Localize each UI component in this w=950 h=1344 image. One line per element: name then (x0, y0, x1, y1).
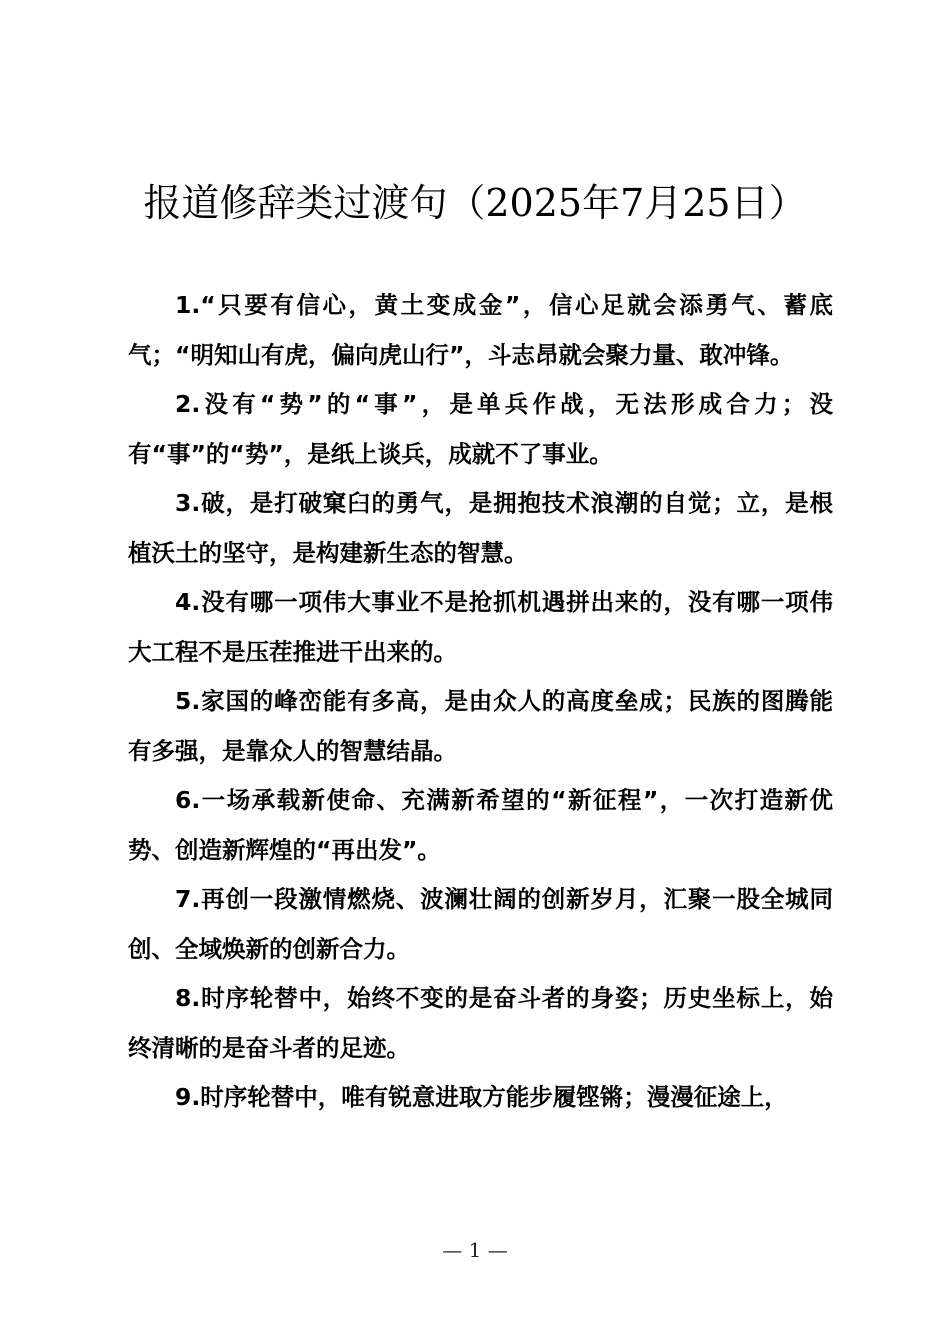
paragraph-7: 7.再创一段激情燃烧、波澜壮阔的创新岁月，汇聚一股全城同创、全域焕新的创新合力。 (128, 885, 833, 963)
paragraph-2: 2.没有“势”的“事”，是单兵作战，无法形成合力；没有“事”的“势”，是纸上谈兵，成就不了事业。 (128, 390, 833, 468)
paragraph-3: 3.破，是打破窠臼的勇气，是拥抱技术浪潮的自觉；立，是根植沃土的坚守，是构建新生态的智慧。 (128, 489, 833, 567)
paragraph-8: 8.时序轮替中，始终不变的是奋斗者的身姿；历史坐标上，始终清晰的是奋斗者的足迹。 (128, 984, 833, 1062)
document-body (128, 281, 833, 1123)
paragraph-4: 4.没有哪一项伟大事业不是抢抓机遇拼出来的，没有哪一项伟大工程不是压茬推进干出来的。 (128, 588, 833, 666)
paragraph-9: 9.时序轮替中，唯有锐意进取方能步履铿锵；漫漫征途上， (175, 1083, 788, 1111)
document-title: 报道修辞类过渡句（2025年7月25日） (143, 181, 807, 225)
page-number: — 1 — (442, 1238, 508, 1262)
paragraph-1: 1.“只要有信心，黄土变成金”，信心足就会添勇气、蓄底气；“明知山有虎，偏向虎山行”，斗志昂就会聚力量、敢冲锋。 (128, 291, 833, 369)
paragraph-5: 5.家国的峰峦能有多高，是由众人的高度垒成；民族的图腾能有多强，是靠众人的智慧结晶。 (128, 687, 833, 765)
paragraph-6: 6.一场承载新使命、充满新希望的“新征程”，一次打造新优势、创造新辉煌的“再出发”。 (128, 786, 833, 864)
